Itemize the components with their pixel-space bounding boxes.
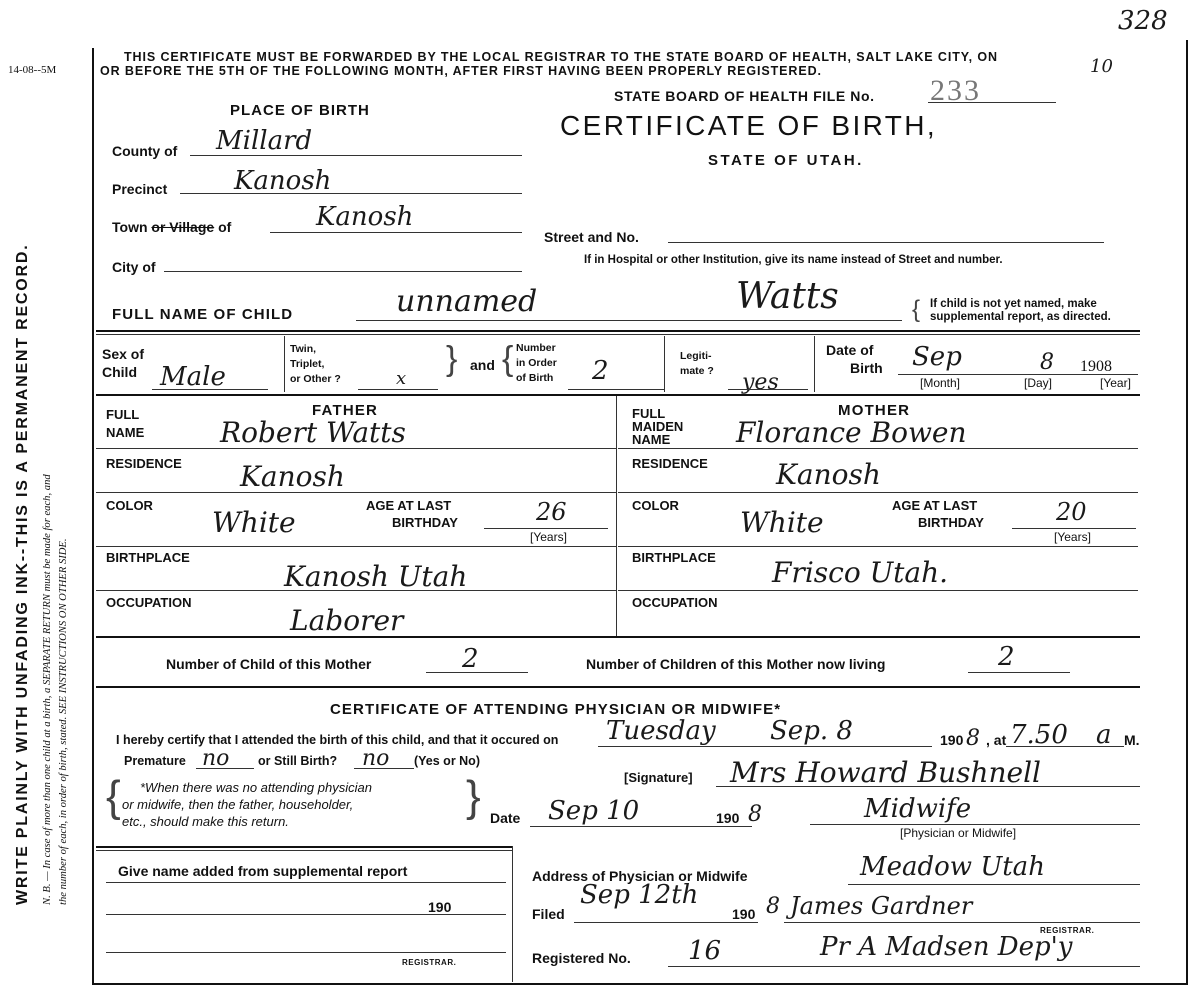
mother-occupation-label: OCCUPATION [632,595,718,610]
instruction-note-3: etc., should make this return. [122,814,289,829]
registered-value: 16 [688,936,722,966]
father-name-value: Robert Watts [220,416,406,449]
birth-time-value: 7.50 [1010,720,1068,750]
father-occupation-value: Laborer [290,604,404,637]
father-birthplace-value: Kanosh Utah [284,560,468,593]
mother-name-label-2: MAIDEN [632,419,684,434]
nb-note-line2: the number of each, in order of birth, stated. SEE INSTRUCTIONS ON OTHER SIDE. [58,538,69,905]
premature-value: no [202,746,230,771]
year-label: [Year] [1100,376,1131,390]
legit-label-2: mate ? [680,365,714,377]
child-of-mother-label: Number of Child of this Mother [166,656,372,672]
cert-year-prefix: 190 [940,732,964,748]
m-label: M. [1124,732,1140,748]
filing-registrar-label: REGISTRAR. [1040,926,1095,935]
right-border [1186,40,1188,983]
left-border [92,48,94,983]
file-no-value: 233 [930,74,981,107]
father-residence-value: Kanosh [240,460,345,493]
mother-name-label-1: FULL [632,406,666,421]
registrar-signature: James Gardner [790,892,973,920]
birth-year-value: 1908 [1080,358,1112,375]
supplemental-registrar-label: REGISTRAR. [402,958,457,967]
instruction-brace-left: { [106,772,121,821]
father-residence-label: RESIDENCE [106,456,182,471]
attendant-title-value: Midwife [864,794,972,824]
street-label: Street and No. [544,229,639,245]
filed-value: Sep 12th [580,880,699,910]
living-value: 2 [998,642,1015,672]
twin-label-3: or Other ? [290,373,341,385]
and-brace-right: { [502,340,514,378]
father-heading: FATHER [312,402,379,419]
mother-years-label: [Years] [1054,530,1091,544]
nb-note-line1: N. B. — In case of more than one child at a birth, a SEPARATE RETURN must be made for each, and [42,474,53,905]
forwarding-notice-line2: OR BEFORE THE 5TH OF THE FOLLOWING MONTH, AFTER FIRST HAVING BEEN PROPERLY REGISTERED. [100,64,822,78]
town-label: Town or Village of [112,219,232,235]
and-brace-left: } [446,340,458,378]
state-subtitle: STATE OF UTAH. [708,152,864,169]
father-occupation-label: OCCUPATION [106,595,192,610]
sex-value: Male [160,362,226,392]
mother-heading: MOTHER [838,402,911,419]
instruction-brace-right: } [466,772,481,821]
child-of-mother-value: 2 [462,644,479,674]
not-named-brace: { [912,296,921,323]
mother-age-label-1: AGE AT LAST [892,498,978,513]
mother-residence-label: RESIDENCE [632,456,708,471]
filed-label: Filed [532,906,565,922]
stillbirth-label: or Still Birth? [258,754,338,768]
birth-weekday-value: Tuesday [606,716,716,746]
cert-date-label: Date [490,810,521,826]
mother-color-value: White [740,506,824,539]
precinct-value: Kanosh [234,166,332,196]
sex-label-2: Child [102,364,137,380]
instruction-note-2: or midwife, then the father, householder, [122,797,354,812]
left-margin [0,0,90,1001]
place-of-birth-heading: PLACE OF BIRTH [230,102,370,119]
father-color-value: White [212,506,296,539]
birth-order-value: 2 [592,356,609,386]
county-value: Millard [216,126,313,156]
mother-age-label-2: BIRTHDAY [918,515,984,530]
full-name-last: Watts [736,276,839,317]
twin-label-2: Triplet, [290,358,325,370]
file-no-label: STATE BOARD OF HEALTH FILE No. [614,88,875,104]
margin-note: 10 [1090,56,1113,77]
mother-name-label-3: NAME [632,432,671,447]
day-label: [Day] [1024,376,1053,390]
month-label: [Month] [920,376,961,390]
deputy-signature: Pr A Madsen Dep'y [820,932,1073,962]
number-label-2: in Order [516,357,557,369]
cert-sign-year-prefix: 190 [716,810,740,826]
legit-label-1: Legiti- [680,350,712,362]
stillbirth-value: no [362,746,390,771]
form-code: 14-08--5M [8,64,57,76]
full-name-first: unnamed [396,284,538,319]
legit-value: yes [742,370,779,395]
city-label: City of [112,259,156,275]
county-label: County of [112,143,178,159]
mother-name-value: Florance Bowen [736,416,967,449]
birth-day-value: 8 [1040,350,1054,375]
supplemental-year: 190 [428,899,452,915]
signature-value: Mrs Howard Bushnell [730,756,1041,789]
premature-label: Premature [124,754,186,768]
address-value: Meadow Utah [860,852,1045,882]
cert-date-value: Sep 10 [548,796,640,826]
at-label: , at [986,732,1007,748]
precinct-label: Precinct [112,181,168,197]
page-number: 328 [1118,6,1168,36]
date-label-2: Birth [850,360,883,376]
certificate-title: CERTIFICATE OF BIRTH, [560,110,938,141]
father-name-label-2: NAME [106,425,145,440]
father-age-value: 26 [536,498,567,526]
filed-year-digit: 8 [766,894,780,919]
certify-text: I hereby certify that I attended the birth of this child, and that it occured on [116,733,559,747]
mother-color-label: COLOR [632,498,679,513]
twin-value: x [396,368,407,389]
mother-residence-value: Kanosh [776,458,881,491]
permanent-record-note: WRITE PLAINLY WITH UNFADING INK--THIS IS A PERMANENT RECORD. [14,243,31,905]
town-value: Kanosh [316,202,414,232]
forwarding-notice-line1: THIS CERTIFICATE MUST BE FORWARDED BY THE LOCAL REGISTRAR TO THE STATE BOARD OF HEALTH, SALT LAKE CITY, ON [124,50,998,64]
father-color-label: COLOR [106,498,153,513]
mother-birthplace-value: Frisco Utah. [772,556,949,589]
birth-month-value: Sep [912,342,962,372]
and-label: and [470,357,495,373]
father-name-label-1: FULL [106,407,140,422]
ampm-value: a [1096,720,1112,750]
filed-year-prefix: 190 [732,906,756,922]
cert-year-digit: 8 [966,726,980,751]
yes-no-label: (Yes or No) [414,754,480,768]
father-years-label: [Years] [530,530,567,544]
father-age-label-1: AGE AT LAST [366,498,452,513]
mother-birthplace-label: BIRTHPLACE [632,550,716,565]
birth-date-written: Sep. 8 [770,716,853,746]
twin-label-1: Twin, [290,343,317,355]
bottom-border [92,983,1188,985]
cert-sign-year-digit: 8 [748,802,762,827]
not-named-note-2: supplemental report, as directed. [930,311,1111,323]
number-label-3: of Birth [516,372,554,384]
father-birthplace-label: BIRTHPLACE [106,550,190,565]
mother-age-value: 20 [1056,498,1087,526]
number-label-1: Number [516,342,556,354]
sex-label-1: Sex of [102,346,145,362]
date-label-1: Date of [826,342,874,358]
father-age-label-2: BIRTHDAY [392,515,458,530]
registered-label: Registered No. [532,950,631,966]
instruction-note-1: *When there was no attending physician [140,780,372,795]
not-named-note-1: If child is not yet named, make [930,298,1097,310]
supplemental-heading: Give name added from supplemental report [118,863,408,879]
living-label: Number of Children of this Mother now living [586,656,886,672]
address-label: Address of Physician or Midwife [532,868,748,884]
signature-label: [Signature] [624,770,693,785]
attendant-title-label: [Physician or Midwife] [900,826,1017,840]
physician-heading: CERTIFICATE OF ATTENDING PHYSICIAN OR MIDWIFE* [330,701,782,718]
hospital-note: If in Hospital or other Institution, give its name instead of Street and number. [584,254,1003,266]
full-name-label: FULL NAME OF CHILD [112,306,294,323]
